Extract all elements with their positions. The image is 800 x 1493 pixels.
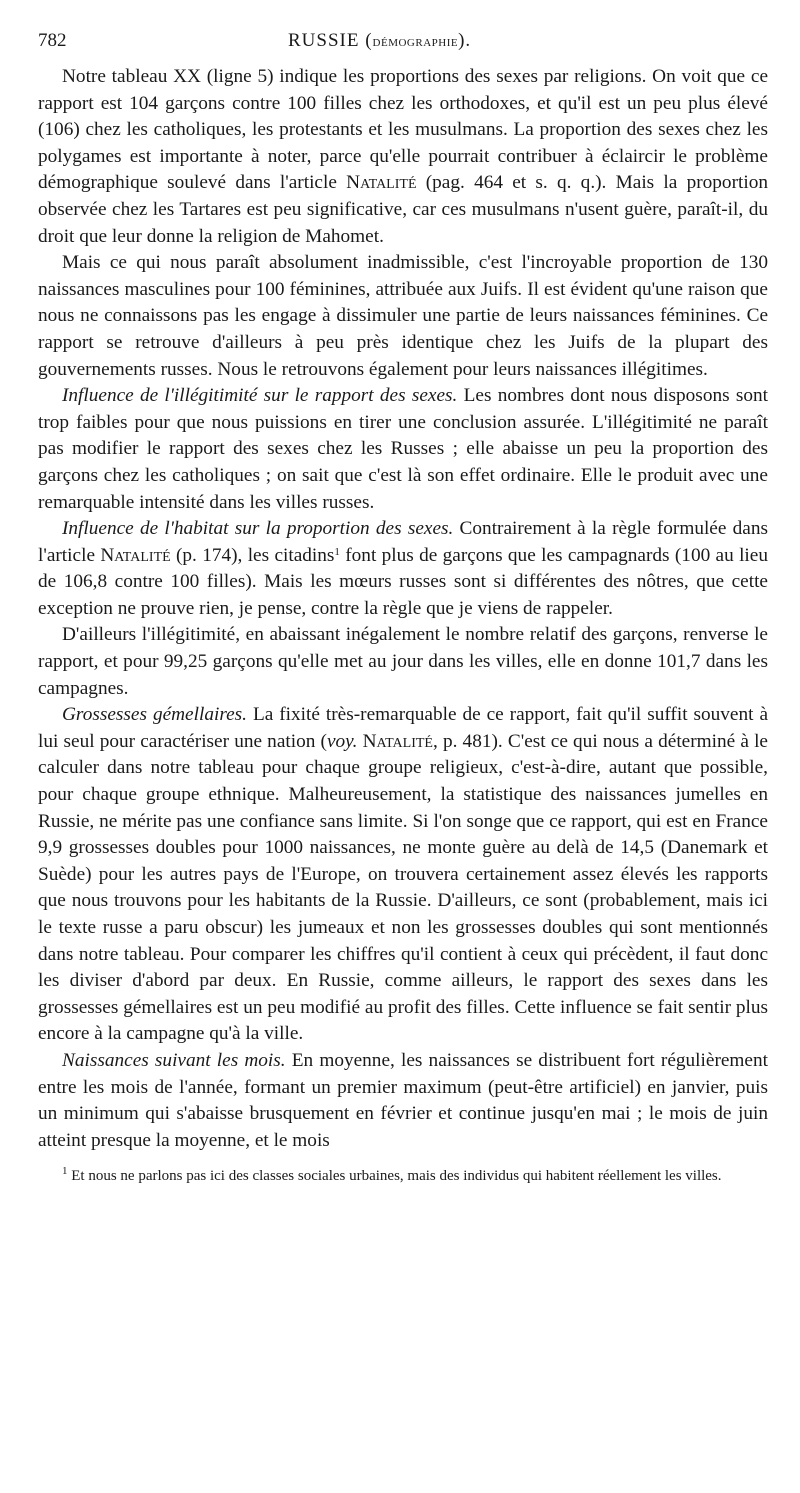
running-title-sub: démographie <box>372 34 459 50</box>
footnote-marker: 1 <box>334 545 340 558</box>
paragraph-mois <box>38 1048 768 1154</box>
italic-ref: voy. <box>326 730 358 752</box>
page-number: 782 <box>38 30 67 51</box>
running-title <box>288 30 471 52</box>
section-heading-italic: Influence de l'habitat sur la proportion des sexes. <box>62 518 454 540</box>
small-caps-ref: Natalité <box>100 544 171 566</box>
paragraph-habitat <box>38 516 768 622</box>
paragraph-gemellaires <box>38 702 768 1048</box>
running-head <box>38 30 768 60</box>
text-run: D'ailleurs l'illégitimité, en abaissant inégalement le nombre relatif des garçons, renverse le rapport, et pour 99,25 garçons qu'elle met au jour dans les villes, elle en donne 101,7 dans les campagnes. <box>38 624 768 699</box>
footnotes <box>38 1166 768 1186</box>
paragraph-illegitimite <box>38 383 768 516</box>
paragraph-juifs <box>38 250 768 383</box>
page <box>38 30 768 1186</box>
section-heading-italic: Naissances suivant les mois. <box>62 1049 286 1071</box>
footnote-text: Et nous ne parlons pas ici des classes sociales urbaines, mais des individus qui habitent réellement les villes. <box>67 1168 722 1185</box>
text-run: (p. 174), les citadins <box>170 544 335 566</box>
footnote-number: 1 <box>62 1165 68 1178</box>
running-title-main: RUSSIE ( <box>288 30 373 51</box>
text-run: En moyenne, les naissances se distribuent fort régulièrement entre les mois de l'année, formant un premier maximum (peut-être artificiel) en janvier, puis un minimum qui s'abaisse brusquement en février et continue jusqu'en mai ; le mois de juin atteint presque la moyenne, et le mois <box>38 1049 768 1151</box>
text-run: Notre tableau XX (ligne 5) indique les proportions des sexes par religions. On voit que ce rapport est 104 garçons contre 100 filles chez les orthodoxes, et qu'il est un peu plus élevé (106) chez les catholiques, les protestants et les musulmans. La proportion des sexes chez les polygames est importante à noter, parce qu'elle pourrait contribuer à éclaircir le problème démographique soulevé dans l'article <box>38 66 768 194</box>
footnote-1 <box>38 1166 768 1186</box>
text-run: Mais ce qui nous paraît absolument inadmissible, c'est l'incroyable proportion de 130 naissances masculines pour 100 féminines, attribuée aux Juifs. Il est évident qu'une raison que nous ne connaissons pas les engage à dissimuler une partie de leurs naissances féminines. Ce rapport se retrouve d'ailleurs à peu près identique chez les Juifs de la plupart des gouvernements russes. Nous le retrouvons également pour leurs naissances illégitimes. <box>38 252 768 380</box>
paragraph-religions <box>38 64 768 250</box>
body-text <box>38 64 768 1154</box>
section-heading-italic: Influence de l'illégitimité sur le rapport des sexes. <box>62 385 458 407</box>
small-caps-ref: Natalité <box>362 730 433 752</box>
text-run: , p. 481). C'est ce qui nous a déterminé à le calculer dans notre tableau pour chaque groupe religieux, c'est-à-dire, autant que possible, pour chaque groupe ethnique. Malheureusement, la statistique des naissances jumelles en Russie, ne mérite pas une confiance sans limite. Si l'on songe que ce rapport, qui est en France 9,9 grossesses doubles pour 1000 naissances, ne monte guère au delà de 14,5 (Danemark et Suède) pour les autres pays de l'Europe, on trouvera certainement assez élevés les rapports que nous trouvons pour les habitants de la Russie. D'ailleurs, ce sont (probablement, mais ici le texte russe a paru obscur) les jumeaux et non les grossesses doubles qui sont mentionnés dans notre tableau. Pour comparer les chiffres qu'il contient à ceux qui précèdent, il faut donc les diviser d'abord par deux. En Russie, comme ailleurs, le rapport des sexes dans les grossesses gémellaires est un peu modifié au profit des filles. Cette influence se fait sentir plus encore à la campagne qu'à la ville. <box>38 730 768 1045</box>
paragraph-illegitimite-villes <box>38 622 768 702</box>
text-run: La fixité très-remarquable de ce rapport, fait qu'il suffit souvent à lui seul pour caractériser une nation ( <box>38 704 769 752</box>
small-caps-ref: Natalité <box>346 172 417 194</box>
text-run: (pag. 464 et s. q. q.). Mais la proportion observée chez les Tartares est peu significative, car ces musulmans n'usent guère, paraît-il, du droit que leur donne la religion de Mahomet. <box>38 172 768 247</box>
running-title-close: ). <box>458 30 472 51</box>
text-run: Contrairement à la règle formulée dans l'article <box>38 518 768 566</box>
text-run: Les nombres dont nous disposons sont trop faibles pour que nous puissions en tirer une conclusion assurée. L'illégitimité ne paraît pas modifier le rapport des sexes chez les Russes ; elle abaisse un peu la proportion des garçons chez les catholiques ; on sait que c'est là son effet ordinaire. Elle le produit avec une remarquable intensité dans les villes russes. <box>38 385 768 513</box>
section-heading-italic: Grossesses gémellaires. <box>62 704 248 726</box>
text-run: font plus de garçons que les campagnards (100 au lieu de 106,8 contre 100 filles). Mais les mœurs russes sont si différentes des nôtres, que cette exception ne prouve rien, je pense, contre la règle que je viens de rappeler. <box>38 544 768 619</box>
